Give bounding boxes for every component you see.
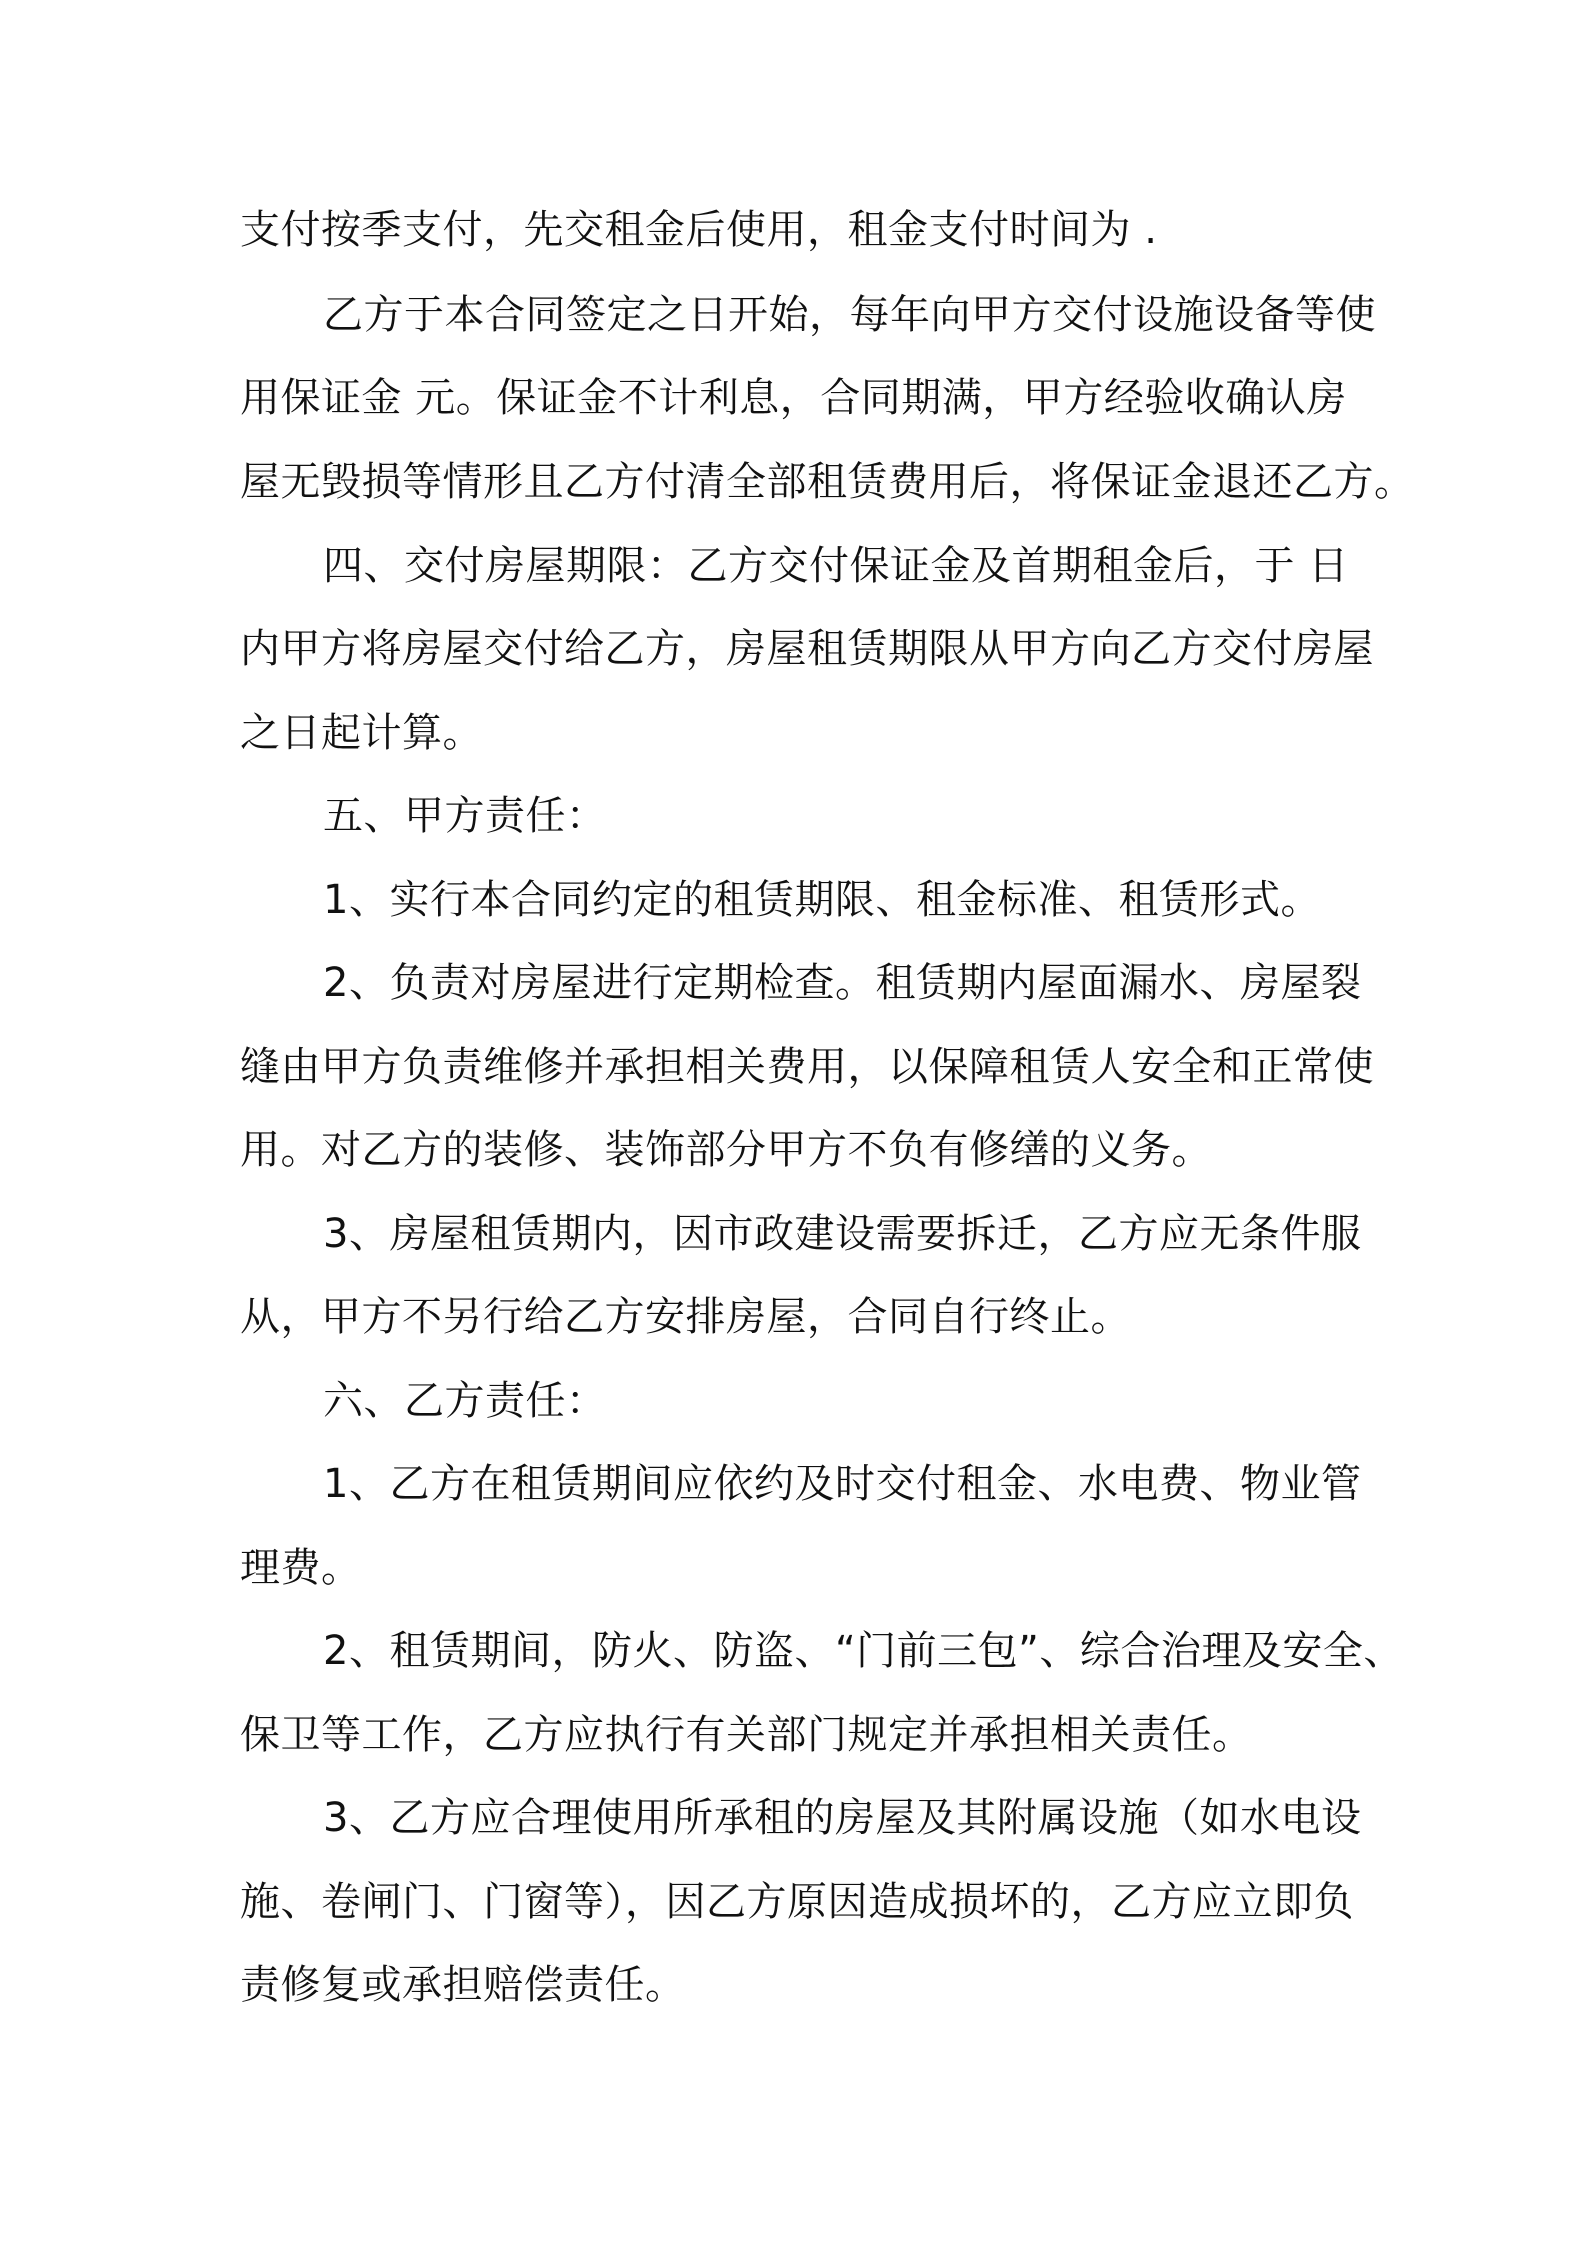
text-line-6: 内甲方将房屋交付给乙方，房屋租赁期限从甲方向乙方交付房屋 [240, 626, 1374, 672]
text-line-7: 之日起计算。 [240, 710, 483, 756]
text-line-22: 责修复或承担赔偿责任。 [240, 1962, 686, 2008]
text-line-12: 用。对乙方的装修、装饰部分甲方不负有修缮的义务。 [240, 1127, 1212, 1173]
text-line-19: 保卫等工作，乙方应执行有关部门规定并承担相关责任。 [240, 1712, 1253, 1758]
text-line-18: 2、租赁期间，防火、防盗、“门前三包”、综合治理及安全、 [323, 1628, 1404, 1674]
text-line-4: 屋无毁损等情形且乙方付清全部租赁费用后，将保证金退还乙方。 [240, 459, 1415, 505]
text-line-2: 乙方于本合同签定之日开始，每年向甲方交付设施设备等使 [323, 292, 1376, 338]
text-line-3: 用保证金 元。保证金不计利息，合同期满，甲方经验收确认房 [240, 375, 1347, 421]
text-line-16: 1、乙方在租赁期间应依约及时交付租金、水电费、物业管 [323, 1461, 1362, 1507]
section-heading-party-a: 五、甲方责任： [323, 793, 607, 839]
text-line-9: 1、实行本合同约定的租赁期限、租金标准、租赁形式。 [323, 877, 1321, 923]
section-heading-party-b: 六、乙方责任： [323, 1378, 607, 1424]
text-line-5: 四、交付房屋期限：乙方交付保证金及首期租金后，于 日 [323, 543, 1349, 589]
text-line-21: 施、卷闸门、门窗等），因乙方原因造成损坏的，乙方应立即负 [240, 1879, 1354, 1925]
text-line-10: 2、负责对房屋进行定期检查。租赁期内屋面漏水、房屋裂 [323, 960, 1362, 1006]
text-line-13: 3、房屋租赁期内，因市政建设需要拆迁，乙方应无条件服 [323, 1211, 1362, 1257]
text-line-17: 理费。 [240, 1545, 362, 1591]
text-line-20: 3、乙方应合理使用所承租的房屋及其附属设施（如水电设 [323, 1795, 1362, 1841]
text-line-14: 从，甲方不另行给乙方安排房屋，合同自行终止。 [240, 1294, 1131, 1340]
text-line-11: 缝由甲方负责维修并承担相关费用，以保障租赁人安全和正常使 [240, 1044, 1374, 1090]
text-line-1: 支付按季支付，先交租金后使用，租金支付时间为 . [240, 207, 1158, 253]
